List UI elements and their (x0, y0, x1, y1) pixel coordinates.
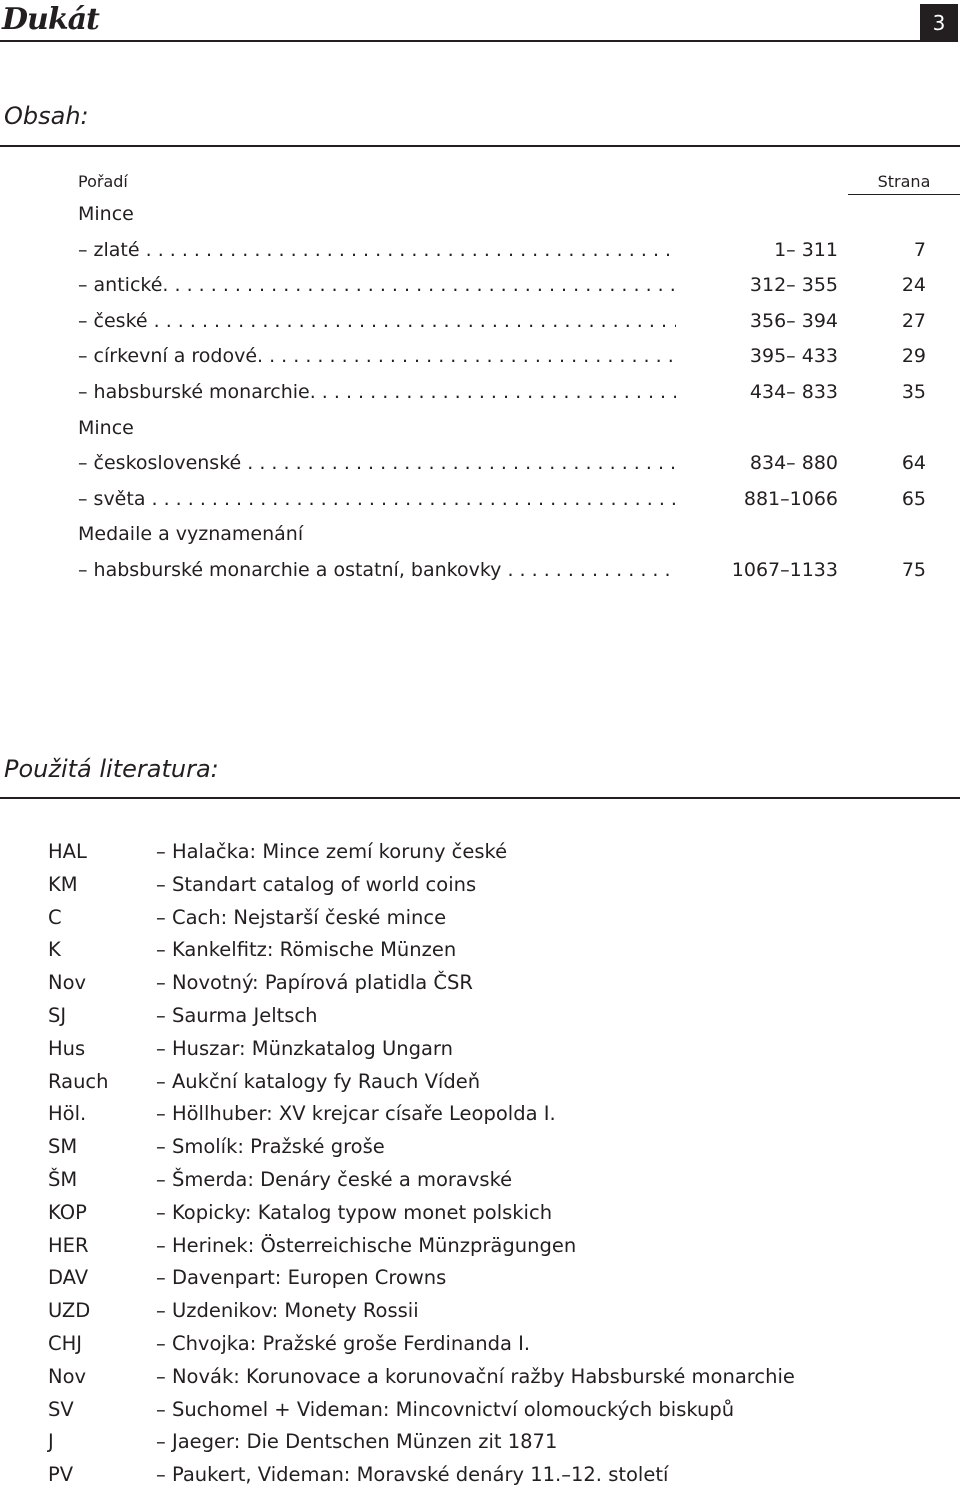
literature-description: – Kankelfitz: Römische Münzen (156, 938, 457, 962)
toc-entry-page: 65 (901, 487, 926, 510)
toc-entry-label: – antické. (78, 274, 169, 297)
toc-entry-leader (78, 482, 676, 518)
literature-abbreviation: KOP (48, 1200, 87, 1224)
toc-entry-leader (78, 553, 676, 589)
literature-item (48, 1066, 948, 1099)
literature-abbreviation: Nov (48, 1364, 87, 1388)
literature-item (48, 1164, 948, 1197)
literature-item (48, 869, 948, 902)
literature-item (48, 1459, 948, 1492)
literature-abbreviation: SJ (48, 1003, 67, 1027)
literature-item (48, 1426, 948, 1459)
literature-description: – Novotný: Papírová platidla ČSR (156, 971, 473, 995)
literature-item (48, 836, 948, 869)
toc-entry-leader (78, 375, 676, 411)
toc-entry-page: 64 (901, 452, 926, 475)
literature-item (48, 1131, 948, 1164)
literature-item (48, 1328, 948, 1361)
toc-entry-range: 356– 394 (749, 309, 838, 332)
toc-column-page-header: Strana (848, 172, 960, 195)
toc-entry-page: 27 (901, 309, 926, 332)
literature-description: – Suchomel + Videman: Mincovnictví olomouckých biskupů (156, 1397, 735, 1421)
literature-description: – Novák: Korunovace a korunovační ražby Habsburské monarchie (156, 1364, 795, 1388)
literature-abbreviation: SM (48, 1135, 78, 1159)
toc-entry-label: – české (78, 309, 148, 332)
literature-title: Použitá literatura: (4, 755, 219, 783)
literature-description: – Halačka: Mince zemí koruny české (156, 840, 508, 863)
toc-group-heading (78, 411, 938, 447)
toc-entry-page: 75 (901, 558, 926, 581)
toc-entry-range: 1067–1133 (731, 558, 838, 581)
literature-description: – Davenpart: Europen Crowns (156, 1266, 447, 1290)
literature-item (48, 1230, 948, 1263)
toc-entry-leader (78, 446, 676, 482)
literature-abbreviation: CHJ (48, 1331, 83, 1355)
literature-abbreviation: DAV (48, 1266, 89, 1290)
literature-item (48, 967, 948, 1000)
toc-entry (78, 268, 938, 304)
literature-abbreviation: Rauch (48, 1069, 109, 1093)
toc-entry (78, 304, 938, 340)
literature-description: – Paukert, Videman: Moravské denáry 11.–12. století (156, 1463, 669, 1487)
toc-entry-leader (78, 233, 676, 269)
toc-entry-page: 35 (901, 380, 926, 403)
literature-description: – Standart catalog of world coins (156, 872, 477, 896)
literature-item (48, 934, 948, 967)
literature-item (48, 1361, 948, 1394)
literature-description: – Chvojka: Pražské groše Ferdinanda I. (156, 1331, 531, 1355)
toc-entry-leader (78, 339, 676, 375)
literature-abbreviation: Hus (48, 1036, 86, 1060)
literature-description: – Kopicky: Katalog typow monet polskich (156, 1200, 553, 1224)
literature-description: – Höllhuber: XV krejcar císaře Leopolda I. (156, 1102, 556, 1126)
toc-group-label: Mince (78, 416, 134, 439)
toc-entry-page: 7 (913, 238, 926, 261)
toc-entry-page: 29 (901, 345, 926, 368)
toc-entry-label: – církevní a rodové. (78, 345, 264, 368)
literature-description: – Jaeger: Die Dentschen Münzen zit 1871 (156, 1430, 558, 1454)
literature-abbreviation: ŠM (48, 1167, 78, 1191)
literature-abbreviation: J (48, 1430, 54, 1454)
page-number: 3 (932, 11, 946, 35)
toc-entry (78, 339, 938, 375)
literature-abbreviation: Höl. (48, 1102, 87, 1126)
toc-entry-label: – československé (78, 452, 242, 475)
literature-description: – Aukční katalogy fy Rauch Vídeň (156, 1069, 481, 1093)
header-rule (0, 40, 920, 42)
literature-description: – Uzdenikov: Monety Rossii (156, 1299, 419, 1323)
toc-group-heading (78, 197, 938, 233)
toc-entry-range: 834– 880 (749, 452, 838, 475)
toc-title: Obsah: (4, 102, 89, 130)
toc-entry-range: 1– 311 (774, 238, 838, 261)
literature-title-rule (0, 797, 960, 799)
literature-abbreviation: HAL (48, 840, 87, 863)
toc-title-rule (0, 145, 960, 147)
toc-group-label: Mince (78, 203, 134, 225)
literature-abbreviation: SV (48, 1397, 74, 1421)
literature-description: – Herinek: Österreichische Münzprägungen (156, 1233, 577, 1257)
toc-entry (78, 233, 938, 269)
literature-list (48, 836, 948, 1492)
toc-entry (78, 446, 938, 482)
toc-group-heading (78, 517, 938, 553)
literature-item (48, 1394, 948, 1427)
literature-abbreviation: K (48, 938, 61, 962)
literature-item (48, 1033, 948, 1066)
toc-entry (78, 375, 938, 411)
literature-description: – Šmerda: Denáry české a moravské (156, 1167, 513, 1191)
literature-abbreviation: PV (48, 1463, 74, 1487)
literature-description: – Smolík: Pražské groše (156, 1135, 385, 1159)
toc-entry-range: 881–1066 (743, 487, 838, 510)
toc-entry (78, 482, 938, 518)
toc-entry-label: – habsburské monarchie. (78, 380, 316, 403)
toc-entry-label: – habsburské monarchie a ostatní, bankovky (78, 558, 502, 581)
literature-item (48, 1295, 948, 1328)
toc-list (78, 197, 938, 589)
literature-item (48, 1262, 948, 1295)
literature-abbreviation: KM (48, 872, 78, 896)
toc-entry-leader (78, 304, 676, 340)
toc-entry-range: 434– 833 (749, 380, 838, 403)
literature-item (48, 1098, 948, 1131)
literature-abbreviation: UZD (48, 1299, 91, 1323)
toc-entry (78, 553, 938, 589)
literature-abbreviation: Nov (48, 971, 87, 995)
toc-entry-leader (78, 268, 676, 304)
literature-description: – Huszar: Münzkatalog Ungarn (156, 1036, 453, 1060)
literature-item (48, 902, 948, 935)
literature-description: – Cach: Nejstarší české mince (156, 905, 447, 929)
toc-entry-label: – světa (78, 487, 146, 510)
publisher-logo: Dukát (2, 2, 99, 37)
literature-abbreviation: C (48, 905, 62, 929)
literature-description: – Saurma Jeltsch (156, 1003, 318, 1027)
toc-column-order-header: Pořadí (78, 172, 128, 191)
toc-entry-page: 24 (901, 274, 926, 297)
literature-abbreviation: HER (48, 1233, 89, 1257)
literature-item (48, 1197, 948, 1230)
toc-group-label: Medaile a vyznamenání (78, 523, 304, 546)
page-number-badge (920, 4, 958, 42)
toc-entry-range: 312– 355 (749, 274, 838, 297)
toc-entry-label: – zlaté (78, 238, 140, 261)
literature-item (48, 1000, 948, 1033)
toc-entry-range: 395– 433 (749, 345, 838, 368)
